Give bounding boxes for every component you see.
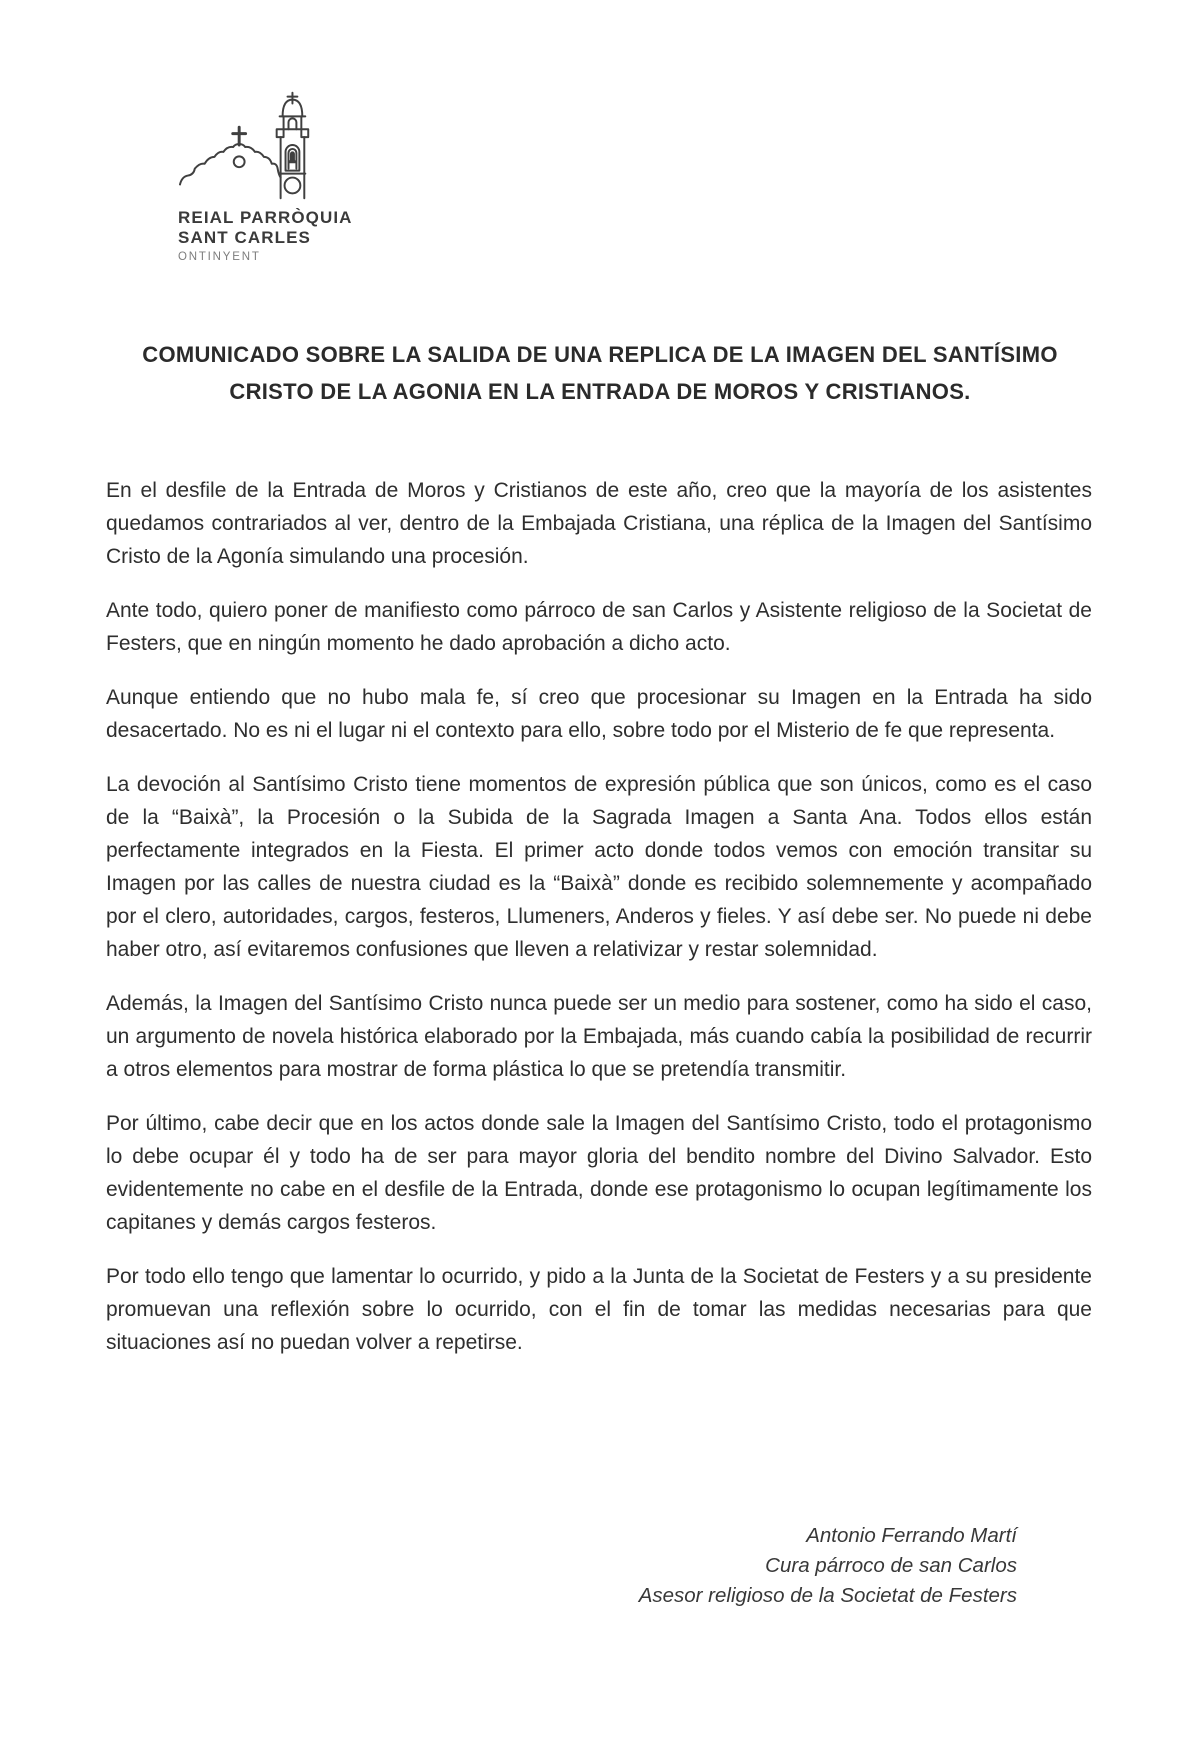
logo-name-line1: REIAL PARRÒQUIA [178,208,353,227]
paragraph-4: La devoción al Santísimo Cristo tiene momentos de expresión pública que son únicos, como es el caso de la “Baixà”, la Procesión o la Subida de la Sagrada Imagen a Santa Ana. Todos ellos están perfectamente integrados en la Fiesta. El primer acto donde todos vemos con emoción transitar su Imagen por las calles de nuestra ciudad es la “Baixà” donde es recibido solemnemente y acompañado por el clero, autoridades, cargos, festeros, Llumeners, Anderos y fieles. Y así debe ser. No puede ni debe haber otro, así evitaremos confusiones que lleven a relativizar y restar solemnidad. [106,773,1092,961]
document-title-line1: COMUNICADO SOBRE LA SALIDA DE UNA REPLICA DE LA IMAGEN DEL SANTÍSIMO [142,342,1058,367]
letter-body [106,474,1092,1380]
paragraph-2: Ante todo, quiero poner de manifiesto como párroco de san Carlos y Asistente religioso de la Societat de Festers, que en ningún momento he dado aprobación a dicho acto. [106,599,1092,655]
paragraph-5: Además, la Imagen del Santísimo Cristo nunca puede ser un medio para sostener, como ha sido el caso, un argumento de novela histórica elaborado por la Embajada, más cuando cabía la posibilidad de recurrir a otros elementos para mostrar de forma plástica lo que se pretendía transmitir. [106,992,1092,1081]
paragraph-6: Por último, cabe decir que en los actos donde sale la Imagen del Santísimo Cristo, todo el protagonismo lo debe ocupar él y todo ha de ser para mayor gloria del bendito nombre del Divino Salvador. Esto evidentemente no cabe en el desfile de la Entrada, donde ese protagonismo lo ocupan legítimamente los capitanes y demás cargos festeros. [106,1112,1092,1234]
document-title [0,336,1200,410]
paragraph-1: En el desfile de la Entrada de Moros y Cristianos de este año, creo que la mayoría de los asistentes quedamos contrariados al ver, dentro de la Embajada Cristiana, una réplica de la Imagen del Santísimo Cristo de la Agonía simulando una procesión. [106,479,1092,568]
signature-role-1: Cura párroco de san Carlos [765,1554,1017,1577]
signature-block [106,1521,1017,1611]
signature-name: Antonio Ferrando Martí [806,1524,1017,1547]
logo-city: ONTINYENT [178,251,261,263]
church-logo-icon [178,88,326,202]
parish-logo [178,88,398,263]
paragraph-7: Por todo ello tengo que lamentar lo ocurrido, y pido a la Junta de la Societat de Festers y a su presidente promuevan una reflexión sobre lo ocurrido, con el fin de tomar las medidas necesarias para que situaciones así no puedan volver a repetirse. [106,1265,1092,1354]
signature-role-2: Asesor religioso de la Societat de Festers [638,1584,1017,1607]
logo-name-line2: SANT CARLES [178,228,311,247]
paragraph-3: Aunque entiendo que no hubo mala fe, sí creo que procesionar su Imagen en la Entrada ha sido desacertado. No es ni el lugar ni el contexto para ello, sobre todo por el Misterio de fe que representa. [106,686,1092,742]
document-title-line2: CRISTO DE LA AGONIA EN LA ENTRADA DE MOROS Y CRISTIANOS. [229,379,971,404]
